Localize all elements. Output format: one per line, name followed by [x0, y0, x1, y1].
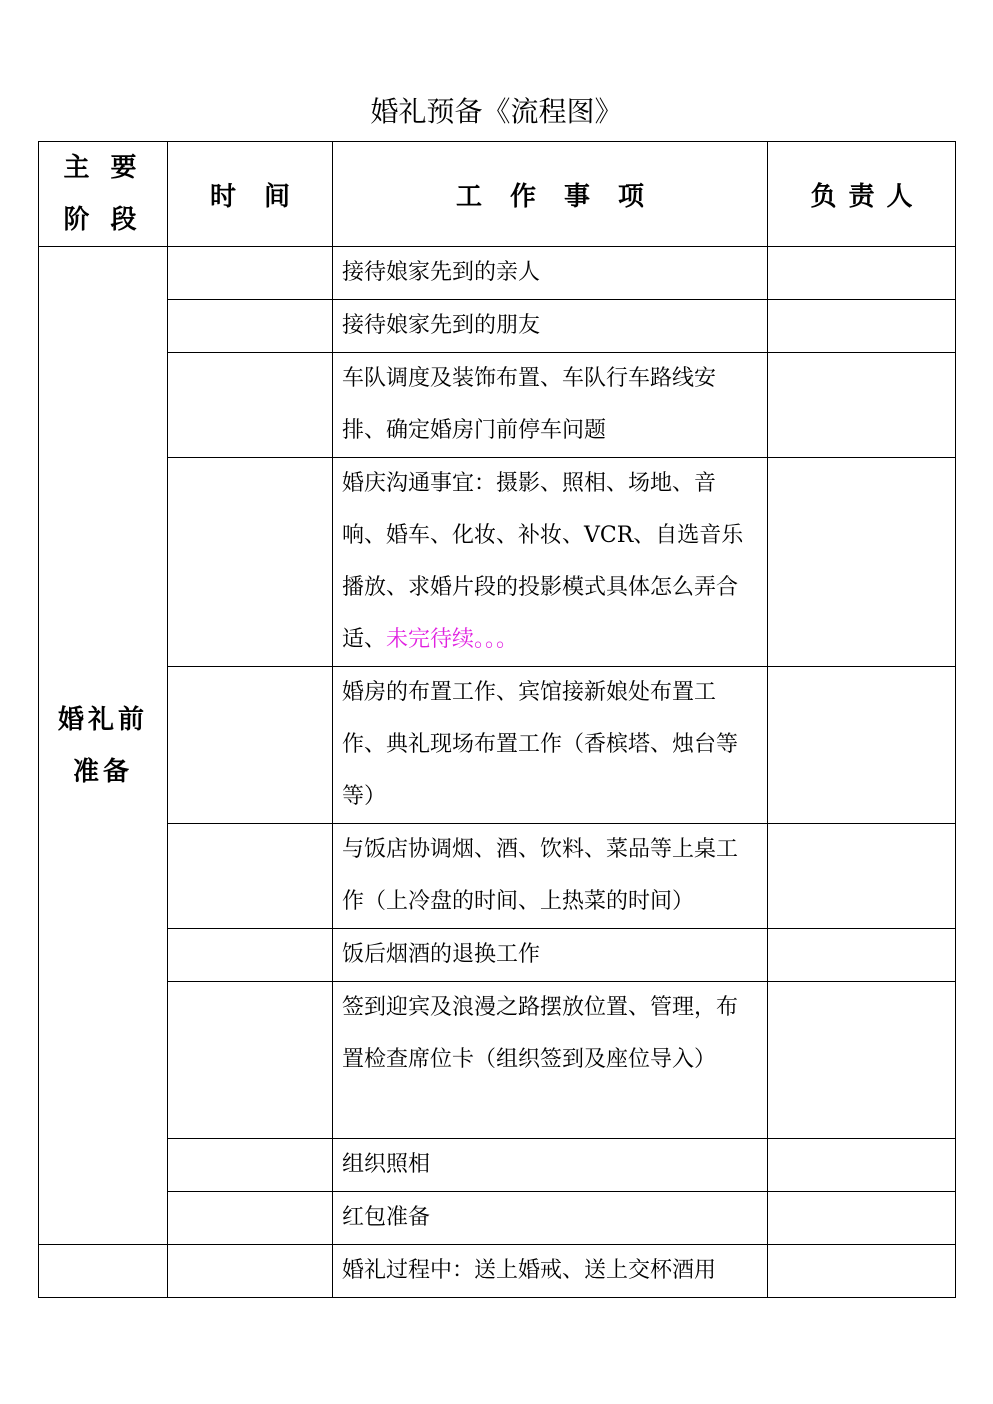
task-cell: 签到迎宾及浪漫之路摆放位置、管理，布置检查席位卡（组织签到及座位导入） [333, 982, 768, 1139]
time-cell [168, 300, 333, 353]
header-stage-line2: 阶 段 [63, 205, 143, 235]
owner-cell [768, 929, 956, 982]
time-cell [168, 1139, 333, 1192]
table-row [39, 300, 956, 353]
header-task: 工作事项 [333, 142, 768, 247]
time-cell [168, 1192, 333, 1245]
table-row [39, 667, 956, 824]
table-row [39, 824, 956, 929]
owner-cell [768, 300, 956, 353]
task-cell: 与饭店协调烟、酒、饮料、菜品等上桌工作（上冷盘的时间、上热菜的时间） [333, 824, 768, 929]
time-cell [168, 458, 333, 667]
stage-before-line1: 婚礼前 [57, 704, 148, 735]
owner-cell [768, 1245, 956, 1298]
stage-before-line2: 准备 [72, 756, 133, 787]
header-row [39, 142, 956, 247]
table-row [39, 929, 956, 982]
table-row [39, 1139, 956, 1192]
time-cell [168, 247, 333, 300]
time-cell [168, 1245, 333, 1298]
task-cell: 接待娘家先到的朋友 [333, 300, 768, 353]
table-row [39, 1192, 956, 1245]
task-text: 婚庆沟通事宜：摄影、照相、场地、音响、婚车、化妆、补妆、VCR、自选音乐播放、求婚片段的投影模式具体怎么弄合适、 [342, 471, 744, 652]
task-cell: 车队调度及装饰布置、车队行车路线安排、确定婚房门前停车问题 [333, 353, 768, 458]
table-row [39, 247, 956, 300]
table-row [39, 353, 956, 458]
stage-before-wedding [39, 247, 168, 1245]
task-cell: 婚房的布置工作、宾馆接新娘处布置工作、典礼现场布置工作（香槟塔、烛台等等） [333, 667, 768, 824]
table-row [39, 1245, 956, 1298]
task-cell: 组织照相 [333, 1139, 768, 1192]
table-row [39, 458, 956, 667]
wedding-flow-table [38, 141, 956, 1298]
owner-cell [768, 247, 956, 300]
time-cell [168, 982, 333, 1139]
task-cell: 接待娘家先到的亲人 [333, 247, 768, 300]
header-stage [39, 142, 168, 247]
header-stage-line1: 主 要 [63, 153, 143, 183]
task-cell: 婚礼过程中：送上婚戒、送上交杯酒用 [333, 1245, 768, 1298]
owner-cell [768, 353, 956, 458]
time-cell [168, 824, 333, 929]
task-cell: 红包准备 [333, 1192, 768, 1245]
table-row [39, 982, 956, 1139]
owner-cell [768, 1139, 956, 1192]
time-cell [168, 667, 333, 824]
time-cell [168, 929, 333, 982]
header-time: 时间 [168, 142, 333, 247]
stage-cell [39, 1245, 168, 1298]
owner-cell [768, 982, 956, 1139]
time-cell [168, 353, 333, 458]
owner-cell [768, 667, 956, 824]
page-title: 婚礼预备《流程图》 [370, 95, 623, 128]
owner-cell [768, 824, 956, 929]
task-cell [333, 458, 768, 667]
header-owner: 负责人 [768, 142, 956, 247]
task-highlight-text: 未完待续。。。 [386, 627, 519, 652]
owner-cell [768, 1192, 956, 1245]
task-cell: 饭后烟酒的退换工作 [333, 929, 768, 982]
owner-cell [768, 458, 956, 667]
